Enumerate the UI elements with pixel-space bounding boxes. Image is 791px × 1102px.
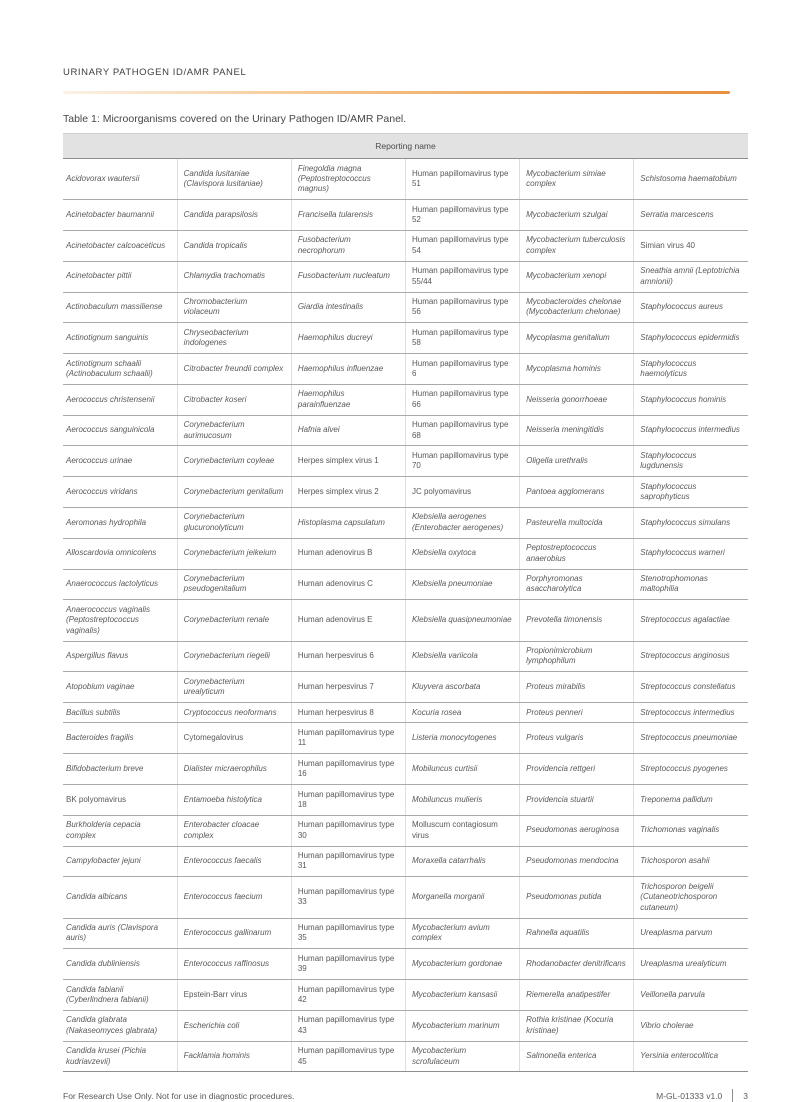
organism-cell: Kocuria rosea xyxy=(405,703,519,723)
table-row xyxy=(63,877,748,918)
organism-cell: Pasteurella multocida xyxy=(520,507,634,538)
table-row xyxy=(63,446,748,477)
organism-cell: Staphylococcus hominis xyxy=(634,384,748,415)
organism-cell: Human papillomavirus type 6 xyxy=(405,354,519,385)
organism-cell: Giardia intestinalis xyxy=(291,292,405,323)
organism-cell: Cytomegalovirus xyxy=(177,723,291,754)
table-row xyxy=(63,918,748,949)
organism-cell: Proteus mirabilis xyxy=(520,672,634,703)
table-row xyxy=(63,980,748,1011)
organism-cell: Providencia rettgeri xyxy=(520,754,634,785)
organism-cell: Listeria monocytogenes xyxy=(405,723,519,754)
organism-cell: Pseudomonas mendocina xyxy=(520,846,634,877)
organism-cell: Human herpesvirus 7 xyxy=(291,672,405,703)
organism-cell: Candida parapsilosis xyxy=(177,200,291,231)
organism-cell: Klebsiella pneumoniae xyxy=(405,569,519,600)
organism-cell: Anaerococcus vaginalis (Peptostreptococcus vaginalis) xyxy=(63,600,177,641)
table-row xyxy=(63,415,748,446)
organism-cell: Human papillomavirus type 70 xyxy=(405,446,519,477)
organism-cell: Klebsiella oxytoca xyxy=(405,538,519,569)
organism-cell: Actinotignum schaalii (Actinobaculum schaalii) xyxy=(63,354,177,385)
organism-cell: Staphylococcus haemolyticus xyxy=(634,354,748,385)
organism-cell: Simian virus 40 xyxy=(634,230,748,261)
organism-cell: Human papillomavirus type 18 xyxy=(291,785,405,816)
organism-cell: Candida auris (Clavispora auris) xyxy=(63,918,177,949)
organism-cell: Rothia kristinae (Kocuria kristinae) xyxy=(520,1010,634,1041)
footer-disclaimer: For Research Use Only. Not for use in diagnostic procedures. xyxy=(63,1090,295,1101)
organism-cell: Epstein-Barr virus xyxy=(177,980,291,1011)
table-row xyxy=(63,641,748,672)
organism-cell: Pseudomonas aeruginosa xyxy=(520,815,634,846)
organism-cell: Riemerella anatipestifer xyxy=(520,980,634,1011)
organism-cell: Corynebacterium aurimucosum xyxy=(177,415,291,446)
organism-cell: Candida lusitaniae (Clavispora lusitaniae) xyxy=(177,159,291,200)
organism-cell: Oligella urethralis xyxy=(520,446,634,477)
organism-cell: Corynebacterium urealyticum xyxy=(177,672,291,703)
organism-cell: Neisseria meningitidis xyxy=(520,415,634,446)
table-row xyxy=(63,477,748,508)
organism-cell: Human papillomavirus type 54 xyxy=(405,230,519,261)
organism-cell: Human papillomavirus type 30 xyxy=(291,815,405,846)
footer-document-id: M-GL-01333 v1.0 xyxy=(656,1090,723,1101)
organism-cell: Streptococcus intermedius xyxy=(634,703,748,723)
organism-cell: Haemophilus ducreyi xyxy=(291,323,405,354)
organism-cell: Candida glabrata (Nakaseomyces glabrata) xyxy=(63,1010,177,1041)
organism-cell: Human adenovirus C xyxy=(291,569,405,600)
table-row xyxy=(63,292,748,323)
organism-cell: Human papillomavirus type 56 xyxy=(405,292,519,323)
organism-table-body xyxy=(63,159,748,1072)
organism-cell: Peptostreptococcus anaerobius xyxy=(520,538,634,569)
organism-cell: Aerococcus urinae xyxy=(63,446,177,477)
organism-cell: Human papillomavirus type 55/44 xyxy=(405,261,519,292)
organism-cell: Human papillomavirus type 43 xyxy=(291,1010,405,1041)
organism-cell: Mycobacteroides chelonae (Mycobacterium chelonae) xyxy=(520,292,634,323)
table-row xyxy=(63,846,748,877)
organism-cell: Corynebacterium coyleae xyxy=(177,446,291,477)
organism-cell: Klebsiella quasipneumoniae xyxy=(405,600,519,641)
organism-cell: Acidovorax wautersii xyxy=(63,159,177,200)
organism-cell: Human papillomavirus type 39 xyxy=(291,949,405,980)
organism-cell: Trichosporon beigelii (Cutaneotrichosporon cutaneum) xyxy=(634,877,748,918)
organism-cell: Mycobacterium avium complex xyxy=(405,918,519,949)
footer-divider xyxy=(732,1089,733,1102)
organism-cell: Bacillus subtilis xyxy=(63,703,177,723)
organism-cell: Human herpesvirus 6 xyxy=(291,641,405,672)
organism-cell: Corynebacterium riegelii xyxy=(177,641,291,672)
organism-cell: Mycobacterium scrofulaceum xyxy=(405,1041,519,1072)
organism-cell: Haemophilus parainfluenzae xyxy=(291,384,405,415)
table-header-reporting-name: Reporting name xyxy=(63,134,748,159)
organism-cell: Human adenovirus B xyxy=(291,538,405,569)
table-row xyxy=(63,200,748,231)
organism-cell: Human papillomavirus type 51 xyxy=(405,159,519,200)
organism-cell: Aspergillus flavus xyxy=(63,641,177,672)
organism-cell: Enterococcus faecalis xyxy=(177,846,291,877)
table-row xyxy=(63,600,748,641)
organism-cell: Serratia marcescens xyxy=(634,200,748,231)
organism-cell: JC polyomavirus xyxy=(405,477,519,508)
organism-cell: Neisseria gonorrhoeae xyxy=(520,384,634,415)
table-row xyxy=(63,261,748,292)
organism-cell: Anaerococcus lactolyticus xyxy=(63,569,177,600)
organism-cell: Actinobaculum massiliense xyxy=(63,292,177,323)
organism-cell: Mycoplasma hominis xyxy=(520,354,634,385)
table-row xyxy=(63,723,748,754)
organism-cell: Treponema pallidum xyxy=(634,785,748,816)
organism-cell: Escherichia coli xyxy=(177,1010,291,1041)
footer-page-number: 3 xyxy=(743,1090,748,1101)
organism-cell: Mobiluncus mulieris xyxy=(405,785,519,816)
organism-cell: Corynebacterium glucuronolyticum xyxy=(177,507,291,538)
organism-cell: Enterococcus gallinarum xyxy=(177,918,291,949)
organism-cell: Proteus vulgaris xyxy=(520,723,634,754)
organism-cell: Human papillomavirus type 52 xyxy=(405,200,519,231)
organism-cell: Human papillomavirus type 42 xyxy=(291,980,405,1011)
organism-cell: Klebsiella variicola xyxy=(405,641,519,672)
organism-cell: Herpes simplex virus 2 xyxy=(291,477,405,508)
organism-cell: Mycobacterium kansasii xyxy=(405,980,519,1011)
organism-cell: Citrobacter koseri xyxy=(177,384,291,415)
organism-cell: Staphylococcus warneri xyxy=(634,538,748,569)
accent-rule xyxy=(63,91,730,94)
organism-cell: Staphylococcus simulans xyxy=(634,507,748,538)
table-row xyxy=(63,323,748,354)
organism-cell: Acinetobacter calcoaceticus xyxy=(63,230,177,261)
organism-cell: Ureaplasma parvum xyxy=(634,918,748,949)
organism-cell: Human adenovirus E xyxy=(291,600,405,641)
organism-cell: Staphylococcus aureus xyxy=(634,292,748,323)
organism-cell: Candida krusei (Pichia kudriavzevii) xyxy=(63,1041,177,1072)
page-footer xyxy=(63,1089,748,1102)
organism-cell: Yersinia enterocolitica xyxy=(634,1041,748,1072)
organism-cell: Human papillomavirus type 66 xyxy=(405,384,519,415)
organism-cell: Acinetobacter pittii xyxy=(63,261,177,292)
organism-cell: Rahnella aquatilis xyxy=(520,918,634,949)
organism-cell: Morganella morganii xyxy=(405,877,519,918)
organism-cell: Chryseobacterium indologenes xyxy=(177,323,291,354)
table-row xyxy=(63,230,748,261)
organism-cell: Candida albicans xyxy=(63,877,177,918)
table-row xyxy=(63,754,748,785)
organism-cell: Chromobacterium violaceum xyxy=(177,292,291,323)
organism-cell: Human papillomavirus type 11 xyxy=(291,723,405,754)
organism-cell: Veillonella parvula xyxy=(634,980,748,1011)
organism-cell: Molluscum contagiosum virus xyxy=(405,815,519,846)
document-header-title: URINARY PATHOGEN ID/AMR PANEL xyxy=(63,67,247,78)
table-row xyxy=(63,507,748,538)
organism-cell: Alloscardovia omnicolens xyxy=(63,538,177,569)
organism-cell: Enterobacter cloacae complex xyxy=(177,815,291,846)
organism-cell: Streptococcus constellatus xyxy=(634,672,748,703)
organism-cell: Ureaplasma urealyticum xyxy=(634,949,748,980)
table-row xyxy=(63,1041,748,1072)
organism-cell: Salmonella enterica xyxy=(520,1041,634,1072)
organism-cell: Fusobacterium nucleatum xyxy=(291,261,405,292)
table-row xyxy=(63,159,748,200)
organism-cell: Enterococcus raffinosus xyxy=(177,949,291,980)
organism-cell: Histoplasma capsulatum xyxy=(291,507,405,538)
organism-cell: Haemophilus influenzae xyxy=(291,354,405,385)
table-row xyxy=(63,354,748,385)
organism-cell: Entamoeba histolytica xyxy=(177,785,291,816)
organism-cell: Klebsiella aerogenes (Enterobacter aerogenes) xyxy=(405,507,519,538)
organism-cell: Candida fabianii (Cyberlindnera fabianii) xyxy=(63,980,177,1011)
organism-cell: Human papillomavirus type 16 xyxy=(291,754,405,785)
table-row xyxy=(63,384,748,415)
organism-cell: Mycobacterium gordonae xyxy=(405,949,519,980)
organism-cell: Mycobacterium szulgai xyxy=(520,200,634,231)
table-row xyxy=(63,949,748,980)
organism-cell: Streptococcus pyogenes xyxy=(634,754,748,785)
organism-cell: Trichomonas vaginalis xyxy=(634,815,748,846)
organism-cell: Kluyvera ascorbata xyxy=(405,672,519,703)
organism-cell: Aeromonas hydrophila xyxy=(63,507,177,538)
organism-cell: Vibrio cholerae xyxy=(634,1010,748,1041)
organism-table xyxy=(63,133,748,1072)
organism-cell: Streptococcus anginosus xyxy=(634,641,748,672)
organism-cell: Streptococcus agalactiae xyxy=(634,600,748,641)
organism-cell: Finegoldia magna (Peptostreptococcus magnus) xyxy=(291,159,405,200)
organism-cell: Corynebacterium renale xyxy=(177,600,291,641)
organism-cell: Human papillomavirus type 33 xyxy=(291,877,405,918)
organism-cell: Corynebacterium pseudogenitalium xyxy=(177,569,291,600)
organism-cell: Human papillomavirus type 45 xyxy=(291,1041,405,1072)
organism-cell: BK polyomavirus xyxy=(63,785,177,816)
organism-cell: Propionimicrobium lymphophilum xyxy=(520,641,634,672)
organism-cell: Francisella tularensis xyxy=(291,200,405,231)
organism-cell: Hafnia alvei xyxy=(291,415,405,446)
organism-cell: Mycobacterium marinum xyxy=(405,1010,519,1041)
table-row xyxy=(63,703,748,723)
table-row xyxy=(63,1010,748,1041)
organism-cell: Human papillomavirus type 68 xyxy=(405,415,519,446)
organism-cell: Mycoplasma genitalium xyxy=(520,323,634,354)
organism-cell: Facklamia hominis xyxy=(177,1041,291,1072)
organism-cell: Human papillomavirus type 58 xyxy=(405,323,519,354)
organism-cell: Actinotignum sanguinis xyxy=(63,323,177,354)
table-row xyxy=(63,538,748,569)
organism-cell: Pantoea agglomerans xyxy=(520,477,634,508)
document-page xyxy=(63,0,748,1102)
organism-cell: Mycobacterium tuberculosis complex xyxy=(520,230,634,261)
organism-cell: Enterococcus faecium xyxy=(177,877,291,918)
organism-cell: Stenotrophomonas maltophilia xyxy=(634,569,748,600)
organism-cell: Streptococcus pneumoniae xyxy=(634,723,748,754)
organism-cell: Fusobacterium necrophorum xyxy=(291,230,405,261)
organism-cell: Human papillomavirus type 35 xyxy=(291,918,405,949)
organism-cell: Staphylococcus saprophyticus xyxy=(634,477,748,508)
organism-cell: Pseudomonas putida xyxy=(520,877,634,918)
organism-cell: Rhodanobacter denitrificans xyxy=(520,949,634,980)
organism-cell: Burkholderia cepacia complex xyxy=(63,815,177,846)
organism-cell: Proteus penneri xyxy=(520,703,634,723)
organism-cell: Acinetobacter baumannii xyxy=(63,200,177,231)
footer-right xyxy=(656,1089,748,1102)
organism-cell: Providencia stuartii xyxy=(520,785,634,816)
organism-cell: Bacteroides fragilis xyxy=(63,723,177,754)
organism-cell: Candida dubliniensis xyxy=(63,949,177,980)
organism-cell: Human herpesvirus 8 xyxy=(291,703,405,723)
organism-cell: Citrobacter freundii complex xyxy=(177,354,291,385)
organism-cell: Staphylococcus lugdunensis xyxy=(634,446,748,477)
table-row xyxy=(63,785,748,816)
organism-cell: Corynebacterium genitalium xyxy=(177,477,291,508)
organism-cell: Aerococcus christensenii xyxy=(63,384,177,415)
organism-cell: Sneathia amnii (Leptotrichia amnionii) xyxy=(634,261,748,292)
table-row xyxy=(63,815,748,846)
organism-cell: Mobiluncus curtisii xyxy=(405,754,519,785)
organism-cell: Schistosoma haematobium xyxy=(634,159,748,200)
organism-cell: Porphyromonas asaccharolytica xyxy=(520,569,634,600)
organism-cell: Herpes simplex virus 1 xyxy=(291,446,405,477)
organism-cell: Staphylococcus intermedius xyxy=(634,415,748,446)
organism-cell: Staphylococcus epidermidis xyxy=(634,323,748,354)
organism-cell: Aerococcus viridans xyxy=(63,477,177,508)
organism-cell: Cryptococcus neoformans xyxy=(177,703,291,723)
organism-cell: Human papillomavirus type 31 xyxy=(291,846,405,877)
organism-cell: Candida tropicalis xyxy=(177,230,291,261)
organism-cell: Prevotella timonensis xyxy=(520,600,634,641)
table-row xyxy=(63,672,748,703)
organism-cell: Chlamydia trachomatis xyxy=(177,261,291,292)
organism-cell: Aerococcus sanguinicola xyxy=(63,415,177,446)
organism-cell: Trichosporon asahii xyxy=(634,846,748,877)
table-caption: Table 1: Microorganisms covered on the Urinary Pathogen ID/AMR Panel. xyxy=(63,113,407,125)
organism-cell: Corynebacterium jeikeium xyxy=(177,538,291,569)
organism-cell: Dialister micraerophilus xyxy=(177,754,291,785)
organism-cell: Atopobium vaginae xyxy=(63,672,177,703)
organism-cell: Campylobacter jejuni xyxy=(63,846,177,877)
table-header-row xyxy=(63,134,748,159)
table-row xyxy=(63,569,748,600)
organism-cell: Mycobacterium xenopi xyxy=(520,261,634,292)
organism-cell: Moraxella catarrhalis xyxy=(405,846,519,877)
organism-cell: Mycobacterium simiae complex xyxy=(520,159,634,200)
organism-cell: Bifidobacterium breve xyxy=(63,754,177,785)
